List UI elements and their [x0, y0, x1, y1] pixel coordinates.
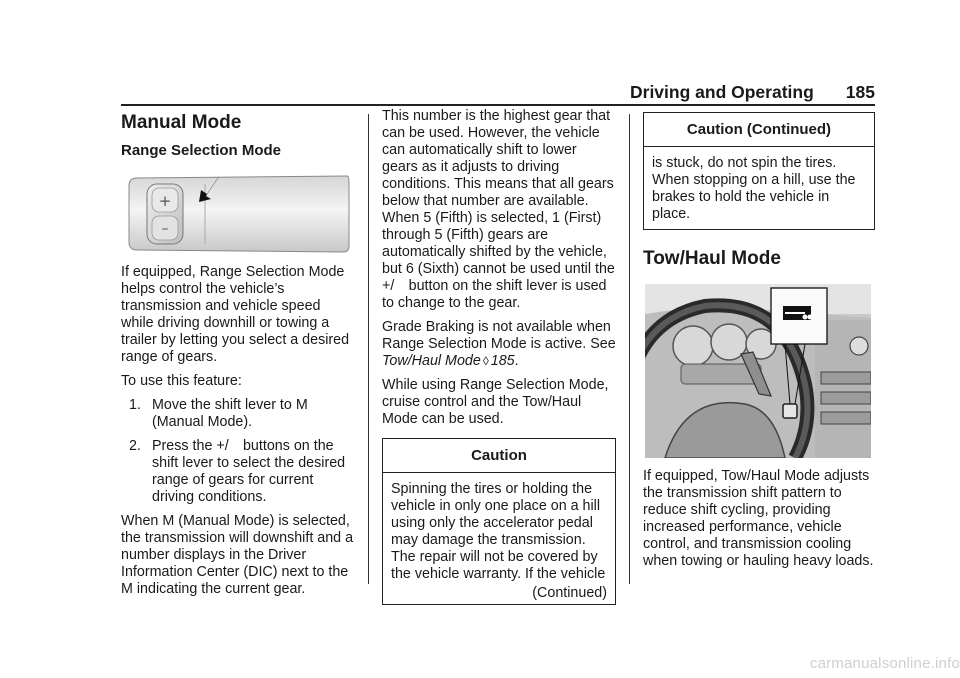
shift-lever-buttons-figure	[121, 172, 355, 254]
column-2	[382, 108, 616, 605]
plus-symbol: +	[158, 192, 172, 210]
column-divider-1	[368, 114, 369, 584]
highest-gear-paragraph: This number is the highest gear that can be used. However, the vehicle can automatically shift to lower gears as it adjusts to driving conditions. This means that all gears below that number are available. When 5 (Fifth) is selected, 1 (First) through 5 (Fifth) gears are automatically shifted by the vehicle, but 6 (Sixth) cannot be used until the +/ button on the shift lever is used to change to the gear.	[382, 108, 615, 311]
steps-list	[121, 397, 355, 506]
tow-haul-dashboard-figure	[645, 284, 871, 458]
tow-haul-button-icon	[783, 306, 813, 320]
grade-braking-text: Grade Braking is not available when Range Selection Mode is active. See	[382, 319, 616, 352]
watermark: carmanualsonline.info	[809, 655, 960, 672]
manual-mode-heading: Manual Mode	[121, 112, 242, 133]
page-header	[630, 82, 875, 106]
caution-continued-text: is stuck, do not spin the tires. When stopping on a hill, use the brakes to hold the vehicle in place.	[652, 155, 856, 222]
page-ref-icon: ◊	[482, 354, 489, 368]
page-number: 185	[845, 82, 875, 102]
caution-continued-heading: Caution (Continued)	[644, 113, 874, 147]
caution-body	[383, 473, 615, 604]
range-selection-intro: If equipped, Range Selection Mode helps control the vehicle’s transmission and vehicle speed while driving downhill or towing a trailer by letting you select a desired range of gears.	[121, 264, 350, 365]
section-title: Driving and Operating	[630, 82, 814, 102]
column-3	[643, 108, 875, 577]
caution-box	[382, 438, 616, 605]
caution-text: Spinning the tires or holding the vehicle in only one place on a hill using only the accelerator pedal may damage the transmission. The repair will not be covered by the vehicle warranty. If the vehicle	[391, 481, 606, 582]
step-number: 1.	[129, 397, 141, 413]
range-selection-heading: Range Selection Mode	[121, 142, 282, 159]
grade-braking-paragraph	[382, 319, 616, 370]
minus-symbol: –	[161, 221, 169, 237]
tow-haul-heading: Tow/Haul Mode	[643, 248, 781, 269]
step-number: 2.	[129, 438, 141, 454]
tow-haul-link[interactable]: Tow/Haul Mode	[382, 353, 481, 369]
caution-continued-body	[644, 147, 874, 229]
use-feature-intro: To use this feature:	[121, 373, 242, 389]
list-item	[121, 438, 355, 506]
caution-heading: Caution	[383, 439, 615, 473]
column-1	[121, 108, 355, 605]
step-text: Move the shift lever to M (Manual Mode).	[152, 397, 308, 430]
caution-continued: (Continued)	[532, 585, 607, 601]
list-item	[121, 397, 355, 431]
manual-mode-selected-text: When M (Manual Mode) is selected, the transmission will downshift and a number displays in the Driver Information Center (DIC) next to the M indicating the current gear.	[121, 513, 354, 597]
cruise-control-paragraph: While using Range Selection Mode, cruise control and the Tow/Haul Mode can be used.	[382, 377, 609, 427]
tow-haul-description: If equipped, Tow/Haul Mode adjusts the transmission shift pattern to reduce shift cycling, providing increased performance, vehicle control, and transmission cooling when towing or hauling heavy loads.	[643, 468, 874, 569]
header-rule	[121, 104, 875, 106]
step-text: Press the +/ buttons on the shift lever to select the desired range of gears for current driving conditions.	[152, 438, 346, 505]
caution-continued-box	[643, 112, 875, 230]
period: .	[514, 353, 519, 369]
page-ref-number[interactable]: 185	[490, 353, 515, 369]
column-divider-2	[629, 114, 630, 584]
